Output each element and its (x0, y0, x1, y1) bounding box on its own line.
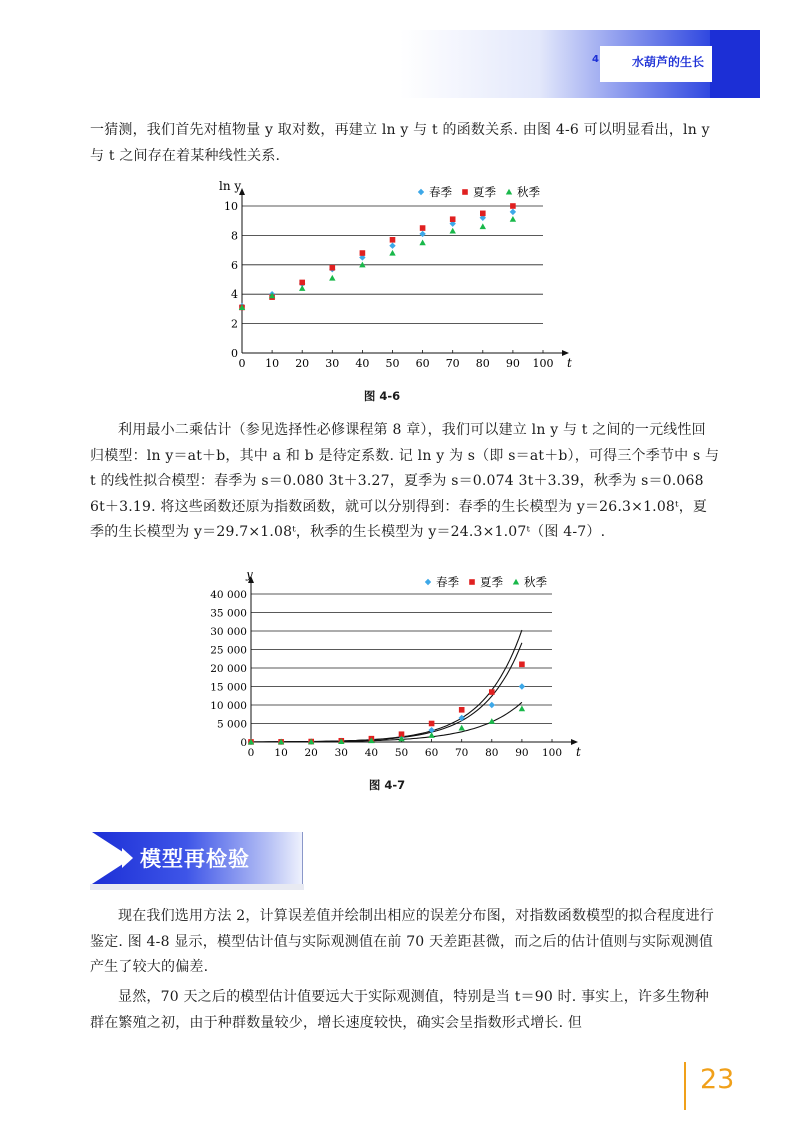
x-tick-label: 100 (541, 747, 563, 759)
legend-label: 夏季 (473, 185, 496, 199)
legend-label: 秋季 (524, 575, 547, 589)
legend-marker (506, 189, 512, 195)
x-tick-label: 50 (394, 747, 409, 759)
x-tick-label: 100 (532, 357, 554, 370)
x-tick-label: 40 (364, 747, 379, 759)
legend-marker (425, 579, 431, 585)
y-tick-label: 0 (231, 347, 238, 360)
figure-4-6-caption: 图 4-6 (363, 389, 401, 403)
chart-y-vs-t (190, 572, 590, 767)
x-tick-label: 10 (274, 747, 288, 759)
fit-curve (251, 643, 522, 742)
x-tick-label: 10 (265, 357, 280, 370)
data-point (459, 715, 465, 721)
data-point (450, 228, 456, 234)
chapter-number: 4 (592, 54, 599, 65)
paragraph-1: 一猜测，我们首先对植物量 y 取对数，再建立 ln y 与 t 的函数关系. 由图 4-6 可以明显看出，ln y 与 t 之间存在着某种线性关系. (90, 122, 710, 164)
fit-curve (251, 702, 522, 742)
x-tick-label: 0 (247, 747, 255, 759)
chart-ln-y-vs-t (205, 172, 585, 382)
data-point (480, 223, 486, 229)
x-tick-label: 90 (505, 357, 520, 370)
x-tick-label: 60 (424, 747, 439, 759)
legend-marker (513, 579, 519, 585)
section-arrow-icon (122, 848, 133, 868)
data-point (429, 721, 435, 727)
paragraph-4: 显然，70 天之后的模型估计值要远大于实际观测值，特别是当 t＝90 时. 事实上，许多生物种群在繁殖之初，由于种群数量较少，增长速度较快，确实会呈指数形式增长. 但 (90, 989, 709, 1031)
y-tick-label: 4 (231, 288, 238, 302)
legend-label: 春季 (436, 575, 459, 589)
data-point (450, 216, 456, 222)
data-point (360, 250, 366, 256)
y-tick-label: 10 (224, 200, 238, 213)
y-tick-label: 2 (231, 317, 238, 331)
y-tick-label: 25 000 (210, 644, 247, 657)
x-tick-label: 30 (325, 357, 340, 370)
header-blue-block (710, 30, 760, 98)
y-tick-label: 15 000 (210, 681, 247, 694)
y-tick-label: 30 000 (210, 626, 247, 638)
legend-label: 秋季 (517, 185, 540, 199)
legend-marker (462, 189, 468, 195)
y-tick-label: 40 000 (210, 589, 247, 601)
data-point (330, 265, 336, 271)
page-number: 23 (700, 1064, 735, 1095)
y-axis-label: ln y (219, 179, 242, 193)
paragraph-2: 利用最小二乘估计（参见选择性必修课程第 8 章），我们可以建立 ln y 与 t 之间的一元线性回归模型：ln y＝at＋b，其中 a 和 b 是待定系数. 记 ln y 为 s（即 s＝at＋b），可得三个季节中 s 与 t 的线性拟合模型：春季为 s＝0.080 3t＋3.27，夏季为 s＝0.074 3t＋3.39，秋季为 s＝0.068 6t＋3.19. 将这些函数还原为指数函数，就可以分别得到：春季的生长模型为 y＝26.3×1.08ᵗ，夏季的生长模型为 y＝29.7×1.08ᵗ，秋季的生长模型为 y＝24.3×1.07ᵗ（图 4-7）. (90, 422, 720, 540)
x-tick-label: 30 (334, 747, 348, 759)
x-tick-label: 50 (385, 357, 400, 370)
figure-4-7 (190, 572, 590, 767)
data-point (299, 285, 305, 291)
x-tick-label: 20 (295, 357, 310, 370)
data-point (459, 707, 465, 713)
legend-marker (469, 579, 475, 585)
x-tick-label: 70 (445, 357, 460, 370)
data-point (299, 280, 305, 286)
data-point (390, 237, 396, 243)
x-axis-label: t (576, 745, 581, 759)
y-tick-label: 0 (240, 737, 247, 749)
x-tick-label: 60 (415, 357, 430, 370)
data-point (489, 702, 495, 708)
data-point (480, 211, 486, 217)
x-tick-label: 40 (355, 357, 370, 370)
chapter-title: 水葫芦的生长 (632, 55, 705, 69)
y-tick-label: 5 000 (216, 718, 247, 731)
y-tick-label: 6 (231, 258, 238, 272)
data-point (419, 231, 425, 237)
data-point (519, 662, 525, 668)
data-point (510, 209, 516, 215)
paragraph-3: 现在我们选用方法 2，计算误差值并绘制出相应的误差分布图，对指数函数模型的拟合程度进行鉴定. 图 4-8 显示，模型估计值与实际观测值在前 70 天差距甚微，而之后的估计值则与实际观测值产生了较大的偏差. (90, 908, 714, 975)
figure-4-6 (205, 172, 585, 382)
y-tick-label: 8 (231, 229, 238, 243)
data-point (459, 725, 465, 731)
figure-4-7-caption: 图 4-7 (368, 778, 406, 792)
legend-label: 春季 (429, 185, 452, 199)
x-tick-label: 0 (238, 357, 246, 370)
y-tick-label: 35 000 (210, 607, 247, 620)
data-point (420, 225, 426, 231)
x-tick-label: 90 (515, 747, 529, 759)
x-tick-label: 20 (304, 747, 318, 759)
data-point (510, 203, 516, 209)
page-number-rule (684, 1062, 686, 1110)
data-point (489, 689, 495, 695)
data-point (510, 216, 516, 222)
legend-marker (418, 189, 424, 195)
data-point (519, 706, 525, 712)
data-point (389, 242, 395, 248)
data-point (329, 275, 335, 281)
x-tick-label: 70 (455, 747, 469, 759)
legend-label: 夏季 (480, 575, 503, 589)
y-tick-label: 20 000 (210, 663, 247, 675)
y-axis-label: y (246, 572, 253, 581)
data-point (419, 240, 425, 246)
x-axis-label: t (567, 356, 572, 370)
x-tick-label: 80 (475, 357, 490, 370)
data-point (519, 683, 525, 689)
data-point (389, 250, 395, 256)
y-tick-label: 10 000 (210, 700, 247, 712)
section-header-shadow (90, 884, 304, 890)
fit-curve (251, 630, 522, 742)
x-tick-label: 80 (485, 747, 499, 759)
section-title: 模型再检验 (140, 847, 250, 871)
